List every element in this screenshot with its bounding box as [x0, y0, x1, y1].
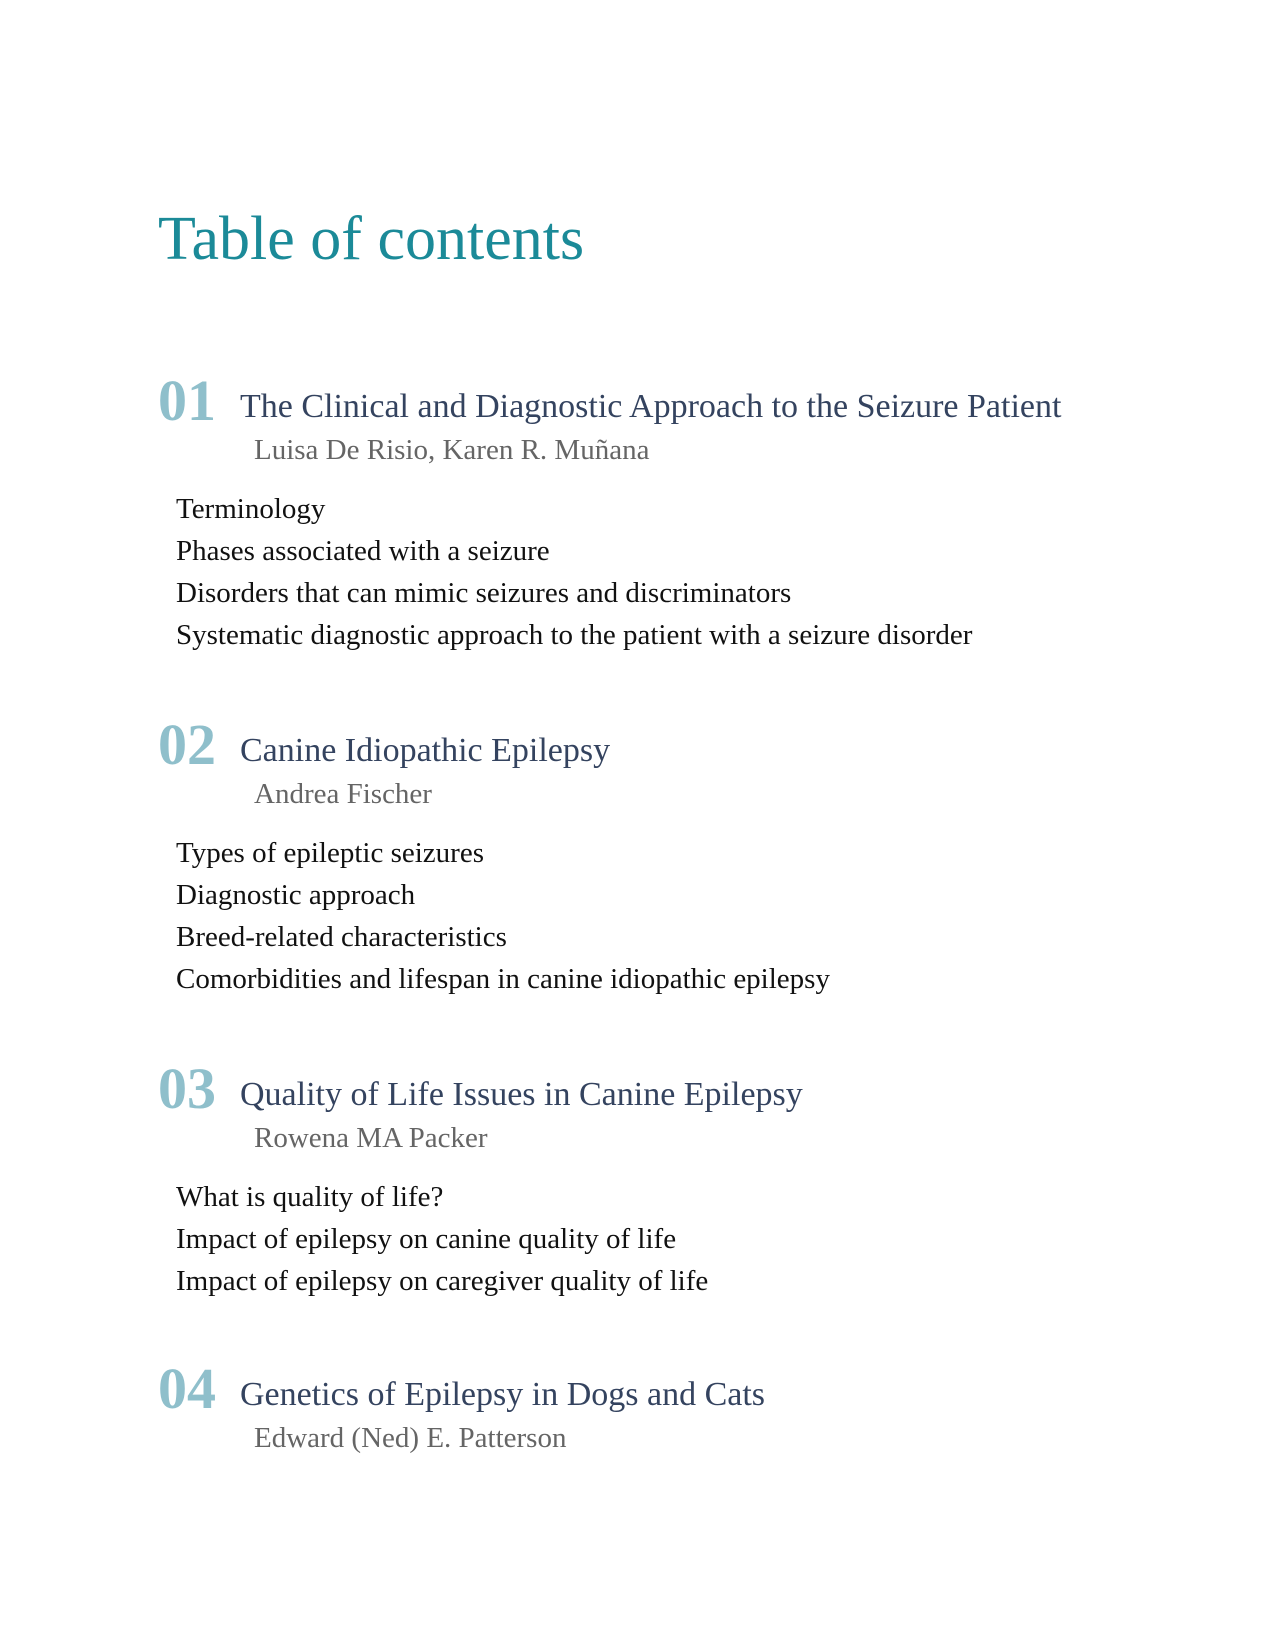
chapter-heading[interactable] — [158, 712, 1218, 778]
chapter-title[interactable]: The Clinical and Diagnostic Approach to the Seizure Patient — [240, 388, 1062, 425]
chapter-authors: Andrea Fischer — [254, 778, 432, 810]
section-item[interactable]: Types of epileptic seizures — [176, 837, 484, 869]
section-item[interactable]: Terminology — [176, 493, 326, 525]
chapter-title[interactable]: Genetics of Epilepsy in Dogs and Cats — [240, 1376, 766, 1413]
chapter-heading[interactable] — [158, 1056, 1218, 1122]
chapter-number: 02 — [158, 712, 216, 777]
section-item[interactable]: Impact of epilepsy on caregiver quality of life — [176, 1265, 709, 1297]
chapter-authors: Rowena MA Packer — [254, 1122, 488, 1154]
section-item[interactable]: Phases associated with a seizure — [176, 535, 550, 567]
section-item[interactable]: Impact of epilepsy on canine quality of life — [176, 1223, 677, 1255]
chapter-entry — [158, 712, 1218, 1000]
section-item[interactable]: Breed-related characteristics — [176, 921, 507, 953]
section-item[interactable]: Disorders that can mimic seizures and discriminators — [176, 577, 792, 609]
chapter-entry — [158, 1356, 1218, 1462]
chapter-entry — [158, 368, 1218, 656]
chapter-heading[interactable] — [158, 1356, 1218, 1422]
chapter-number: 01 — [158, 368, 216, 433]
section-list — [176, 832, 1218, 1000]
chapter-number: 04 — [158, 1356, 216, 1421]
section-item[interactable]: What is quality of life? — [176, 1181, 444, 1213]
chapter-authors: Edward (Ned) E. Patterson — [254, 1422, 567, 1454]
section-item[interactable]: Diagnostic approach — [176, 879, 416, 911]
section-item[interactable]: Systematic diagnostic approach to the patient with a seizure disorder — [176, 619, 973, 651]
chapter-number: 03 — [158, 1056, 216, 1121]
section-item[interactable]: Comorbidities and lifespan in canine idiopathic epilepsy — [176, 963, 830, 995]
chapter-entry — [158, 1056, 1218, 1302]
chapter-heading[interactable] — [158, 368, 1218, 434]
section-list — [176, 1176, 1218, 1302]
chapter-title[interactable]: Quality of Life Issues in Canine Epilepsy — [240, 1076, 803, 1113]
chapter-title[interactable]: Canine Idiopathic Epilepsy — [240, 732, 611, 769]
section-list — [176, 488, 1218, 656]
page-title: Table of contents — [158, 205, 585, 273]
chapter-authors: Luisa De Risio, Karen R. Muñana — [254, 434, 650, 466]
